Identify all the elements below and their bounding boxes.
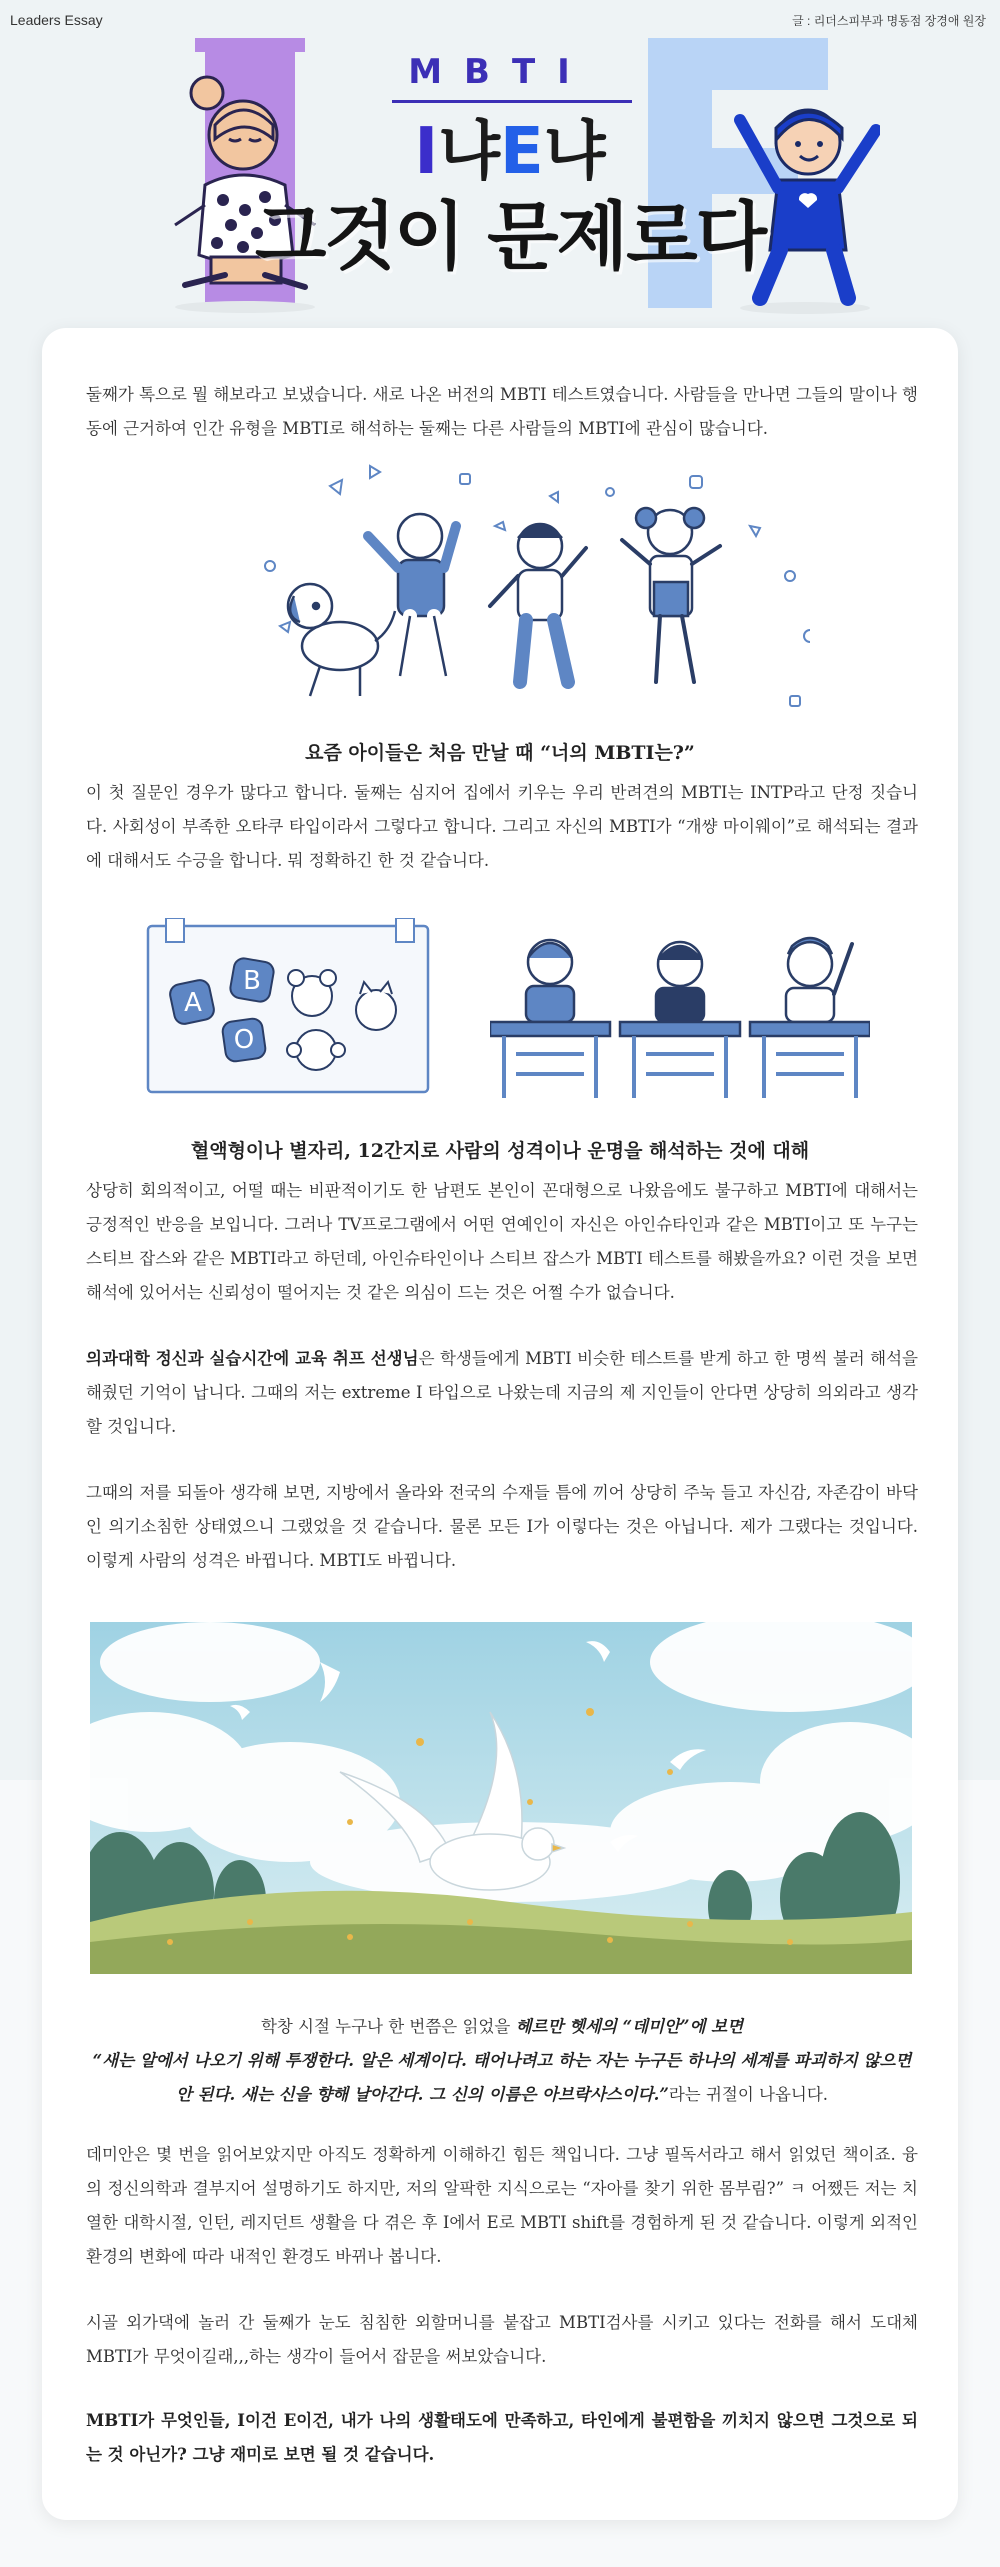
paragraph-7: 시골 외가댁에 놀러 간 둘째가 눈도 침침한 외할머니를 붙잡고 MBTI검사를 시키고 있다는 전화를 해서 도대체 MBTI가 무엇이길래,,,하는 생각이 들어서 잡문을 써보았습니다. (86, 2313, 918, 2366)
paragraph-4-rest: 은 학생들에게 MBTI 비슷한 테스트를 받게 하고 한 명씩 불러 해석을 해줬던 기억이 납니다. 그때의 저는 extreme I 타입으로 나왔는데 지금의 제 지인들이 안다면 상당히 의외라고 생각할 것입니다. (86, 1349, 918, 1436)
dancing-kids-illustration (250, 456, 810, 716)
title-nya-2: 냐 (543, 115, 606, 189)
quote-intro-bold: 헤르만 헷세의 “데미안”에 보면 (515, 2017, 744, 2036)
paragraph-3: 상당히 회의적이고, 어떨 때는 비판적이기도 한 남편도 본인이 꼰대형으로 나왔음에도 불구하고 MBTI에 대해서는 긍정적인 반응을 보입니다. 그러나 TV프로그램에서 어떤 연예인이 자신은 아인슈타인과 같은 MBTI이고 또 누구는 스티브 잡스와 같은 MBTI라고 하던데, 아인슈타인이나 스티브 잡스가 MBTI 테스트를 해봤을까요? 이런 것을 보면 해석에 있어서는 신뢰성이 떨어지는 것 같은 의심이 드는 것은 어쩔 수가 없습니다. (86, 1181, 918, 1302)
author-label: 글 : 리더스피부과 명동점 장경애 원장 (792, 14, 986, 28)
paragraph-1: 둘째가 톡으로 뭘 해보라고 보냈습니다. 새로 나온 버전의 MBTI 테스트였습니다. 사람들을 만나면 그들의 말이나 행동에 근거하여 인간 유형을 MBTI로 해석하는 둘째는 다른 사람들의 MBTI에 관심이 많습니다. (86, 385, 918, 438)
quote-tail: 라는 귀절이 나옵니다. (668, 2085, 829, 2104)
brand-label: Leaders Essay (10, 12, 103, 28)
board-letter-o: O (233, 1025, 255, 1055)
students-at-desks-illustration (490, 924, 870, 1102)
blood-type-board-illustration (144, 918, 434, 1096)
paragraph-8 (86, 2404, 918, 2472)
title-e: E (500, 115, 544, 189)
paragraph-4 (86, 1342, 918, 1444)
title-line-2: 그것이 문제로다 (254, 194, 766, 280)
mbti-heading: MBTI (408, 52, 592, 92)
quote-block (86, 2010, 918, 2112)
subheading-2: 혈액형이나 별자리, 12간지로 사람의 성격이나 운명을 해석하는 것에 대해 (190, 1140, 810, 1162)
title-nya-1: 냐 (438, 115, 501, 189)
board-letter-b: B (243, 966, 261, 996)
paragraph-6: 데미안은 몇 번을 읽어보았지만 아직도 정확하게 이해하긴 힘든 책입니다. 그냥 필독서라고 해서 읽었던 책이죠. 융의 정신의학과 결부지어 설명하기도 하지만, 저의 알팍한 지식으로는 “자아를 찾기 위한 몸부림?” ㅋ 어쨌든 저는 치열한 대학시절, 인턴, 레지던트 생활을 다 겪은 후 I에서 E로 MBTI shift를 경험하게 된 것 같습니다. 이렇게 외적인 환경의 변화에 따라 내적인 환경도 바뀌나 봅니다. (86, 2145, 918, 2266)
quote-intro-plain: 학창 시절 누구나 한 번쯤은 읽었을 (260, 2017, 516, 2036)
quote-main: “새는 알에서 나오기 위해 투쟁한다. 알은 세계이다. 태어나려고 하는 자는 누구든 하나의 세계를 파괴하지 않으면 안 된다. 새는 신을 향해 날아간다. 그 신의 이름은 아브락사스이다.” (92, 2051, 912, 2104)
board-letter-a: A (184, 988, 202, 1018)
title-i: I (414, 115, 439, 189)
paragraph-2: 이 첫 질문인 경우가 많다고 합니다. 둘째는 심지어 집에서 키우는 우리 반려견의 MBTI는 INTP라고 단정 짓습니다. 사회성이 부족한 오타쿠 타입이라서 그렇다고 합니다. 그리고 자신의 MBTI가 “개썅 마이웨이”로 해석되는 결과에 대해서도 수긍을 합니다. 뭐 정확하긴 한 것 같습니다. (86, 783, 918, 870)
paragraph-8-bold: MBTI가 무엇인들, I이건 E이건, 내가 나의 생활태도에 만족하고, 타인에게 불편함을 끼치지 않으면 그것으로 되는 것 아닌가? 그냥 재미로 보면 될 것 같습니다. (86, 2411, 918, 2464)
paragraph-4-bold: 의과대학 정신과 실습시간에 교육 취프 선생님 (86, 1349, 419, 1368)
dove-landscape-illustration (90, 1622, 912, 1974)
subheading-1: 요즘 아이들은 처음 만날 때 “너의 MBTI는?” (305, 742, 695, 764)
header-banner (0, 0, 1000, 330)
paragraph-5: 그때의 저를 되돌아 생각해 보면, 지방에서 올라와 전국의 수재들 틈에 끼어 상당히 주눅 들고 자신감, 자존감이 바닥인 의기소침한 상태였으니 그랬었을 것 같습니다. 물론 모든 I가 이렇다는 것은 아닙니다. 제가 그랬다는 것입니다. 이렇게 사람의 성격은 바뀝니다. MBTI도 바뀝니다. (86, 1483, 918, 1570)
